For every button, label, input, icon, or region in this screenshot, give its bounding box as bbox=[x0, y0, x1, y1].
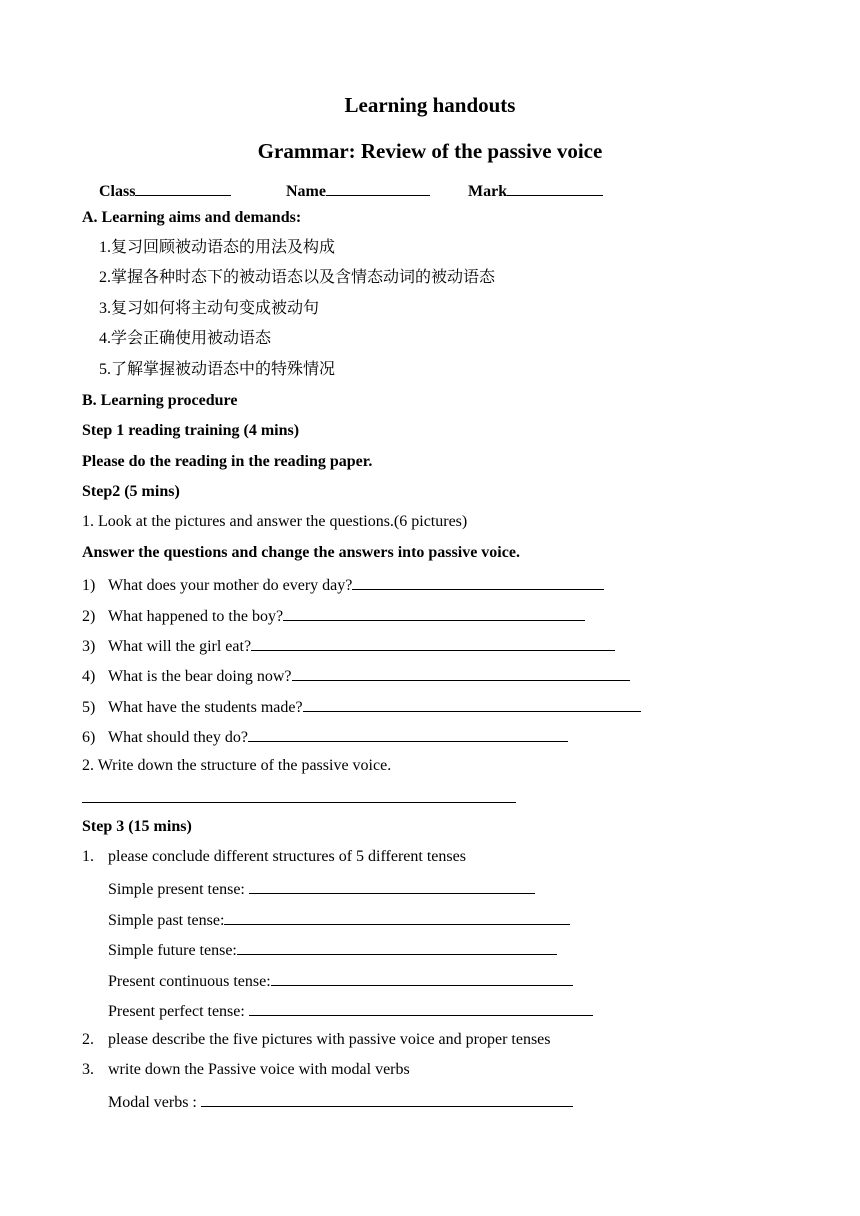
question-number: 4) bbox=[82, 668, 96, 685]
step2-task2: 2. Write down the structure of the passive voice. bbox=[82, 757, 392, 774]
tense-blank[interactable] bbox=[249, 877, 535, 894]
step3-item bbox=[82, 847, 466, 867]
aim-item: 3.复习如何将主动句变成被动句 bbox=[99, 300, 320, 317]
structure-blank[interactable] bbox=[82, 786, 516, 803]
question-row bbox=[82, 695, 641, 718]
question-number: 1) bbox=[82, 577, 96, 594]
step2-task1: 1. Look at the pictures and answer the questions.(6 pictures) bbox=[82, 513, 468, 530]
question-text: What should they do? bbox=[108, 729, 248, 746]
question-text: What happened to the boy? bbox=[108, 608, 284, 625]
question-row bbox=[82, 725, 568, 748]
mark-field bbox=[468, 179, 603, 201]
mark-blank bbox=[507, 179, 603, 196]
page-title: Learning handouts bbox=[344, 93, 516, 117]
step3-heading: Step 3 (15 mins) bbox=[82, 818, 192, 835]
question-text: What does your mother do every day? bbox=[108, 577, 353, 594]
section-b-heading: B. Learning procedure bbox=[82, 392, 238, 409]
tense-label: Simple future tense: bbox=[108, 942, 237, 959]
step3-number: 2. bbox=[82, 1031, 94, 1048]
name-field bbox=[286, 179, 430, 201]
section-a-heading: A. Learning aims and demands: bbox=[82, 209, 302, 226]
tense-label: Present perfect tense: bbox=[108, 1003, 249, 1020]
aim-item: 5.了解掌握被动语态中的特殊情况 bbox=[99, 361, 336, 378]
question-text: What is the bear doing now? bbox=[108, 668, 292, 685]
tense-blank[interactable] bbox=[271, 969, 573, 986]
question-text: What have the students made? bbox=[108, 699, 303, 716]
step3-item bbox=[82, 1060, 410, 1080]
question-number: 5) bbox=[82, 699, 96, 716]
answer-blank[interactable] bbox=[303, 695, 641, 712]
answer-blank[interactable] bbox=[248, 725, 568, 742]
structure-answer-line bbox=[82, 786, 516, 809]
tense-label: Simple present tense: bbox=[108, 881, 249, 898]
question-row bbox=[82, 573, 604, 596]
tense-row bbox=[108, 877, 535, 900]
tense-row bbox=[108, 969, 573, 992]
question-number: 6) bbox=[82, 729, 96, 746]
class-field bbox=[99, 179, 231, 201]
step1-heading: Step 1 reading training (4 mins) bbox=[82, 422, 300, 439]
step3-text: please describe the five pictures with passive voice and proper tenses bbox=[108, 1031, 551, 1048]
step3-text: please conclude different structures of 5 different tenses bbox=[108, 848, 466, 865]
name-blank bbox=[326, 179, 430, 196]
modal-blank[interactable] bbox=[201, 1090, 573, 1107]
aim-item: 2.掌握各种时态下的被动语态以及含情态动词的被动语态 bbox=[99, 269, 496, 286]
answer-blank[interactable] bbox=[283, 604, 585, 621]
class-blank bbox=[135, 179, 231, 196]
answer-blank[interactable] bbox=[352, 573, 604, 590]
step3-text: write down the Passive voice with modal verbs bbox=[108, 1061, 410, 1078]
page-subtitle: Grammar: Review of the passive voice bbox=[257, 139, 603, 163]
tense-row bbox=[108, 938, 557, 961]
step2-heading: Step2 (5 mins) bbox=[82, 483, 180, 500]
step2-instruction: Answer the questions and change the answers into passive voice. bbox=[82, 544, 520, 561]
name-label: Name bbox=[286, 183, 326, 200]
question-number: 3) bbox=[82, 638, 96, 655]
class-label: Class bbox=[99, 183, 136, 200]
aim-item: 4.学会正确使用被动语态 bbox=[99, 330, 272, 347]
question-text: What will the girl eat? bbox=[108, 638, 252, 655]
step1-text: Please do the reading in the reading paper. bbox=[82, 453, 373, 470]
tense-blank[interactable] bbox=[249, 999, 593, 1016]
tense-blank[interactable] bbox=[237, 938, 557, 955]
tense-label: Present continuous tense: bbox=[108, 973, 271, 990]
answer-blank[interactable] bbox=[251, 634, 615, 651]
question-row bbox=[82, 634, 615, 657]
tense-row bbox=[108, 908, 570, 931]
modal-row bbox=[108, 1090, 573, 1113]
modal-label: Modal verbs : bbox=[108, 1094, 201, 1111]
step3-item bbox=[82, 1030, 551, 1050]
question-row bbox=[82, 604, 585, 627]
question-number: 2) bbox=[82, 608, 96, 625]
question-row bbox=[82, 664, 630, 687]
tense-row bbox=[108, 999, 593, 1022]
mark-label: Mark bbox=[468, 183, 508, 200]
tense-blank[interactable] bbox=[224, 908, 570, 925]
answer-blank[interactable] bbox=[292, 664, 630, 681]
step3-number: 1. bbox=[82, 848, 94, 865]
tense-label: Simple past tense: bbox=[108, 912, 225, 929]
aim-item: 1.复习回顾被动语态的用法及构成 bbox=[99, 239, 336, 256]
step3-number: 3. bbox=[82, 1061, 94, 1078]
